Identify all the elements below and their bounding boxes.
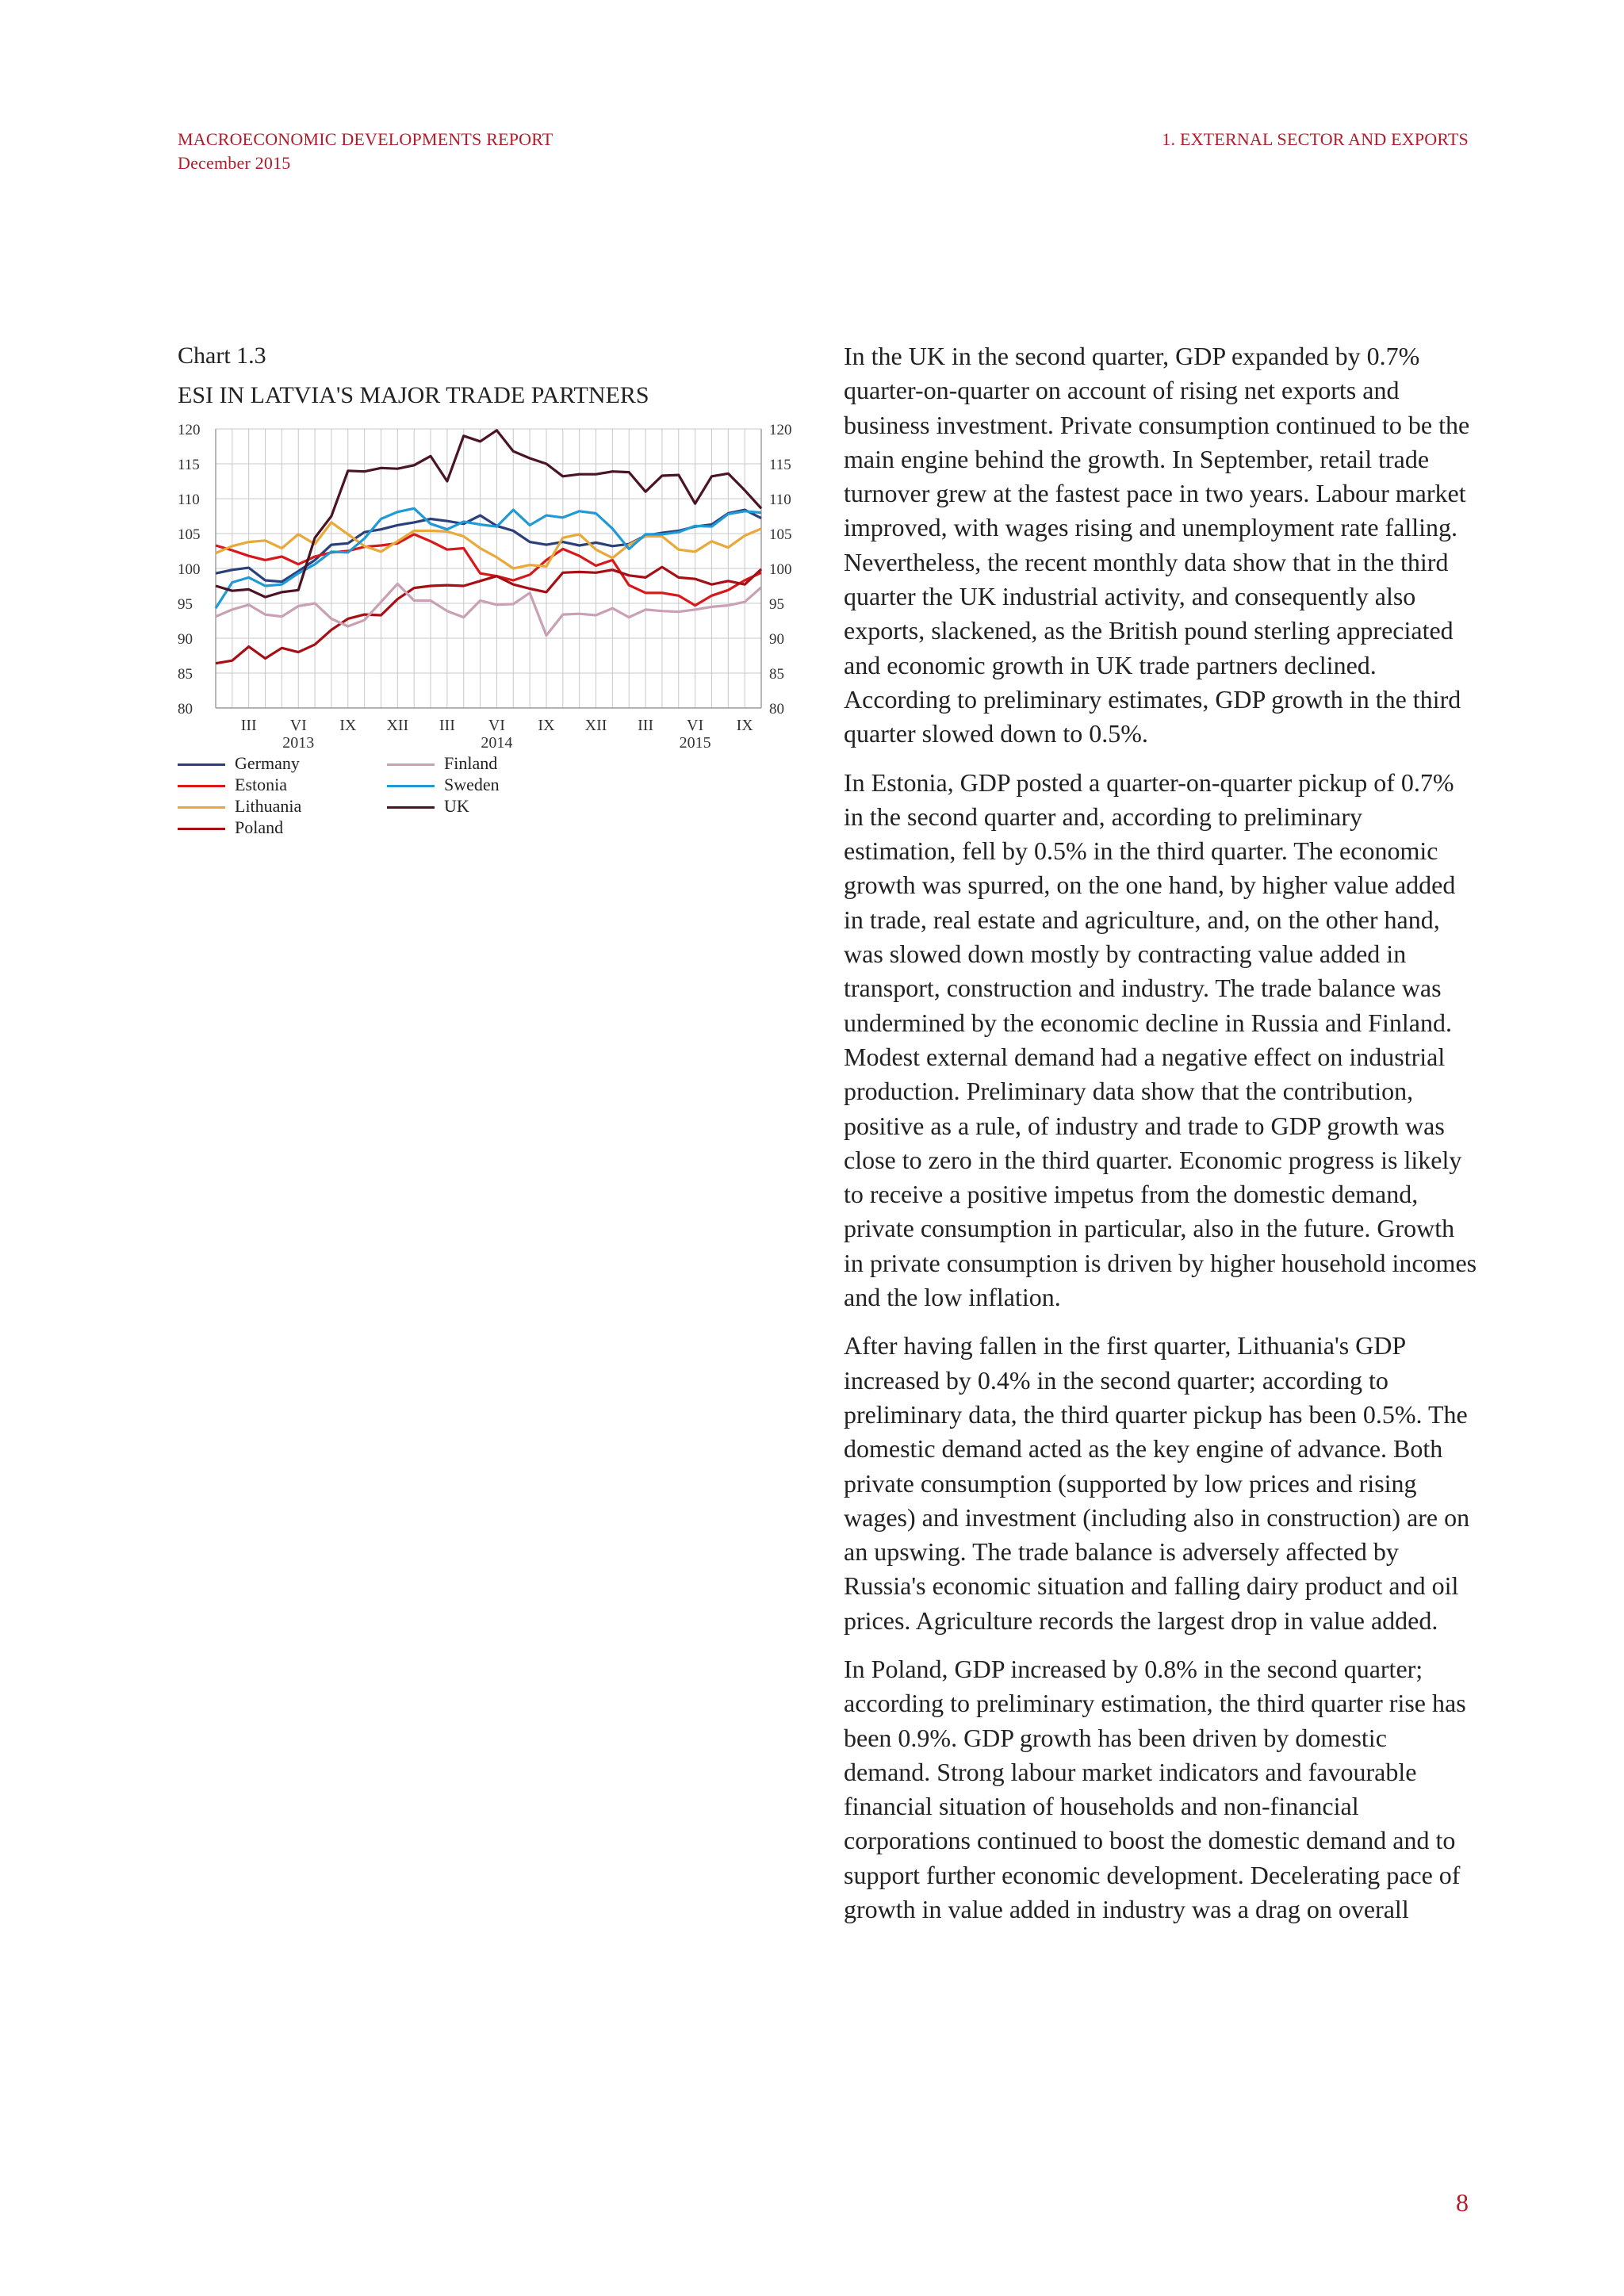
legend-swatch (387, 806, 435, 809)
x-tick-label: III (638, 717, 654, 734)
paragraph: In Estonia, GDP posted a quarter-on-quarter pickup of 0.7% in the second quarter and, according to preliminary estimation, fell by 0.5% in the third quarter. The economic growth was spurred, on the one hand, by higher value added in trade, real estate and agriculture, and, on the other hand, was slowed down mostly by contracting value added in transport, construction and industry. The trade balance was undermined by the economic decline in Russia and Finland. Modest external demand had a negative effect on industrial production. Preliminary data show that the contribution, positive as a rule, of industry and trade to GDP growth was close to zero in the third quarter. Economic progress is likely to receive a positive impetus from the domestic demand, private consumption in particular, also in the future. Growth in private consumption is driven by higher household incomes and the low inflation. (844, 767, 1477, 1312)
legend-item-germany (178, 753, 300, 774)
legend-swatch (178, 763, 225, 766)
paragraph: In the UK in the second quarter, GDP expanded by 0.7% quarter-on-quarter on account of rising net exports and business investment. Private consumption continued to be the main engine behind the growth. In September, retail trade turnover grew at the fastest pace in two years. Labour market improved, with wages rising and unemployment rate falling. Nevertheless, the recent monthly data show that in the third quarter the UK industrial activity, and consequently also exports, slackened, as the British pound sterling appreciated and economic growth in UK trade partners declined. According to preliminary estimates, GDP growth in the third quarter slowed down to 0.5%. (844, 342, 1470, 748)
x-tick-label: IX (339, 717, 357, 734)
legend-item-lithuania (178, 796, 301, 817)
body-text (844, 339, 1478, 1941)
y-tick-label-left: 110 (178, 492, 200, 508)
x-tick-label: VI (289, 717, 307, 734)
y-tick-label-left: 105 (178, 526, 201, 543)
x-tick-label: XII (386, 717, 409, 734)
legend-item-uk (387, 796, 469, 817)
legend-item-estonia (178, 775, 287, 795)
y-tick-label-right: 105 (769, 526, 792, 543)
x-tick-label: IX (736, 717, 753, 734)
y-tick-label-right: 80 (769, 701, 784, 718)
x-tick-label: III (439, 717, 455, 734)
y-tick-label-left: 100 (178, 561, 201, 578)
legend-label: Estonia (235, 775, 287, 794)
y-tick-label-right: 100 (769, 561, 792, 578)
chart-title: ESI IN LATVIA'S MAJOR TRADE PARTNERS (178, 382, 649, 408)
y-tick-label-right: 90 (769, 631, 784, 648)
y-tick-label-left: 120 (178, 422, 201, 438)
series-line-sweden (216, 508, 761, 608)
legend-swatch (387, 785, 435, 787)
y-tick-label-right: 120 (769, 422, 792, 438)
legend-label: Lithuania (235, 796, 302, 816)
legend-item-poland (178, 817, 283, 838)
series-line-estonia (216, 534, 761, 606)
x-tick-label: XII (584, 717, 607, 734)
series-line-finland (216, 584, 761, 635)
y-tick-label-left: 90 (178, 631, 193, 648)
x-year-label: 2013 (282, 734, 315, 752)
page-number: 8 (1456, 2188, 1469, 2217)
y-tick-label-right: 85 (769, 666, 784, 683)
y-tick-label-right: 95 (769, 596, 784, 613)
y-tick-label-right: 115 (769, 457, 791, 473)
paragraph: After having fallen in the first quarter, Lithuania's GDP increased by 0.4% in the second quarter; according to preliminary data, the third quarter pickup has been 0.5%. The domestic demand acted as the key engine of advance. Both private consumption (supported by low prices and rising wages) and investment (including also in construction) are on an upswing. The trade balance is adversely affected by Russia's economic situation and falling dairy product and oil prices. Agriculture records the largest drop in value added. (844, 1331, 1470, 1635)
y-tick-label-left: 95 (178, 596, 193, 613)
x-tick-label: IX (538, 717, 555, 734)
y-tick-label-left: 85 (178, 666, 193, 683)
chart-label: Chart 1.3 (178, 342, 266, 369)
legend-label: Germany (235, 753, 300, 773)
legend-label: Poland (235, 817, 284, 837)
y-tick-label-left: 115 (178, 457, 200, 473)
paragraph: In Poland, GDP increased by 0.8% in the second quarter; according to preliminary estimation, the third quarter rise has been 0.9%. GDP growth has been driven by domestic demand. Strong labour market indicators and favourable financial situation of households and non-financial corporations continued to boost the domestic demand and to support further economic development. Decelerating pace of growth in value added in industry was a drag on overall (844, 1654, 1466, 1924)
legend-swatch (178, 806, 225, 809)
legend-item-sweden (387, 775, 500, 795)
report-title: MACROECONOMIC DEVELOPMENTS REPORT (178, 129, 553, 149)
x-tick-label: VI (687, 717, 704, 734)
legend-swatch (178, 785, 225, 787)
x-tick-label: VI (488, 717, 505, 734)
legend-label: Finland (444, 753, 498, 773)
x-year-label: 2014 (481, 734, 513, 752)
x-year-label: 2015 (679, 734, 711, 752)
y-tick-label-left: 80 (178, 701, 193, 718)
series-line-germany (216, 510, 761, 582)
legend-swatch (387, 763, 435, 766)
report-date: December 2015 (178, 153, 291, 173)
x-tick-label: III (240, 717, 257, 734)
section-title: 1. EXTERNAL SECTOR AND EXPORTS (1162, 129, 1469, 149)
y-tick-label-right: 110 (769, 492, 791, 508)
series-line-poland (216, 567, 761, 664)
esi-line-chart (0, 0, 793, 761)
legend-swatch (178, 828, 225, 830)
legend-label: Sweden (444, 775, 500, 794)
legend-label: UK (444, 796, 469, 816)
legend-item-finland (387, 753, 497, 774)
